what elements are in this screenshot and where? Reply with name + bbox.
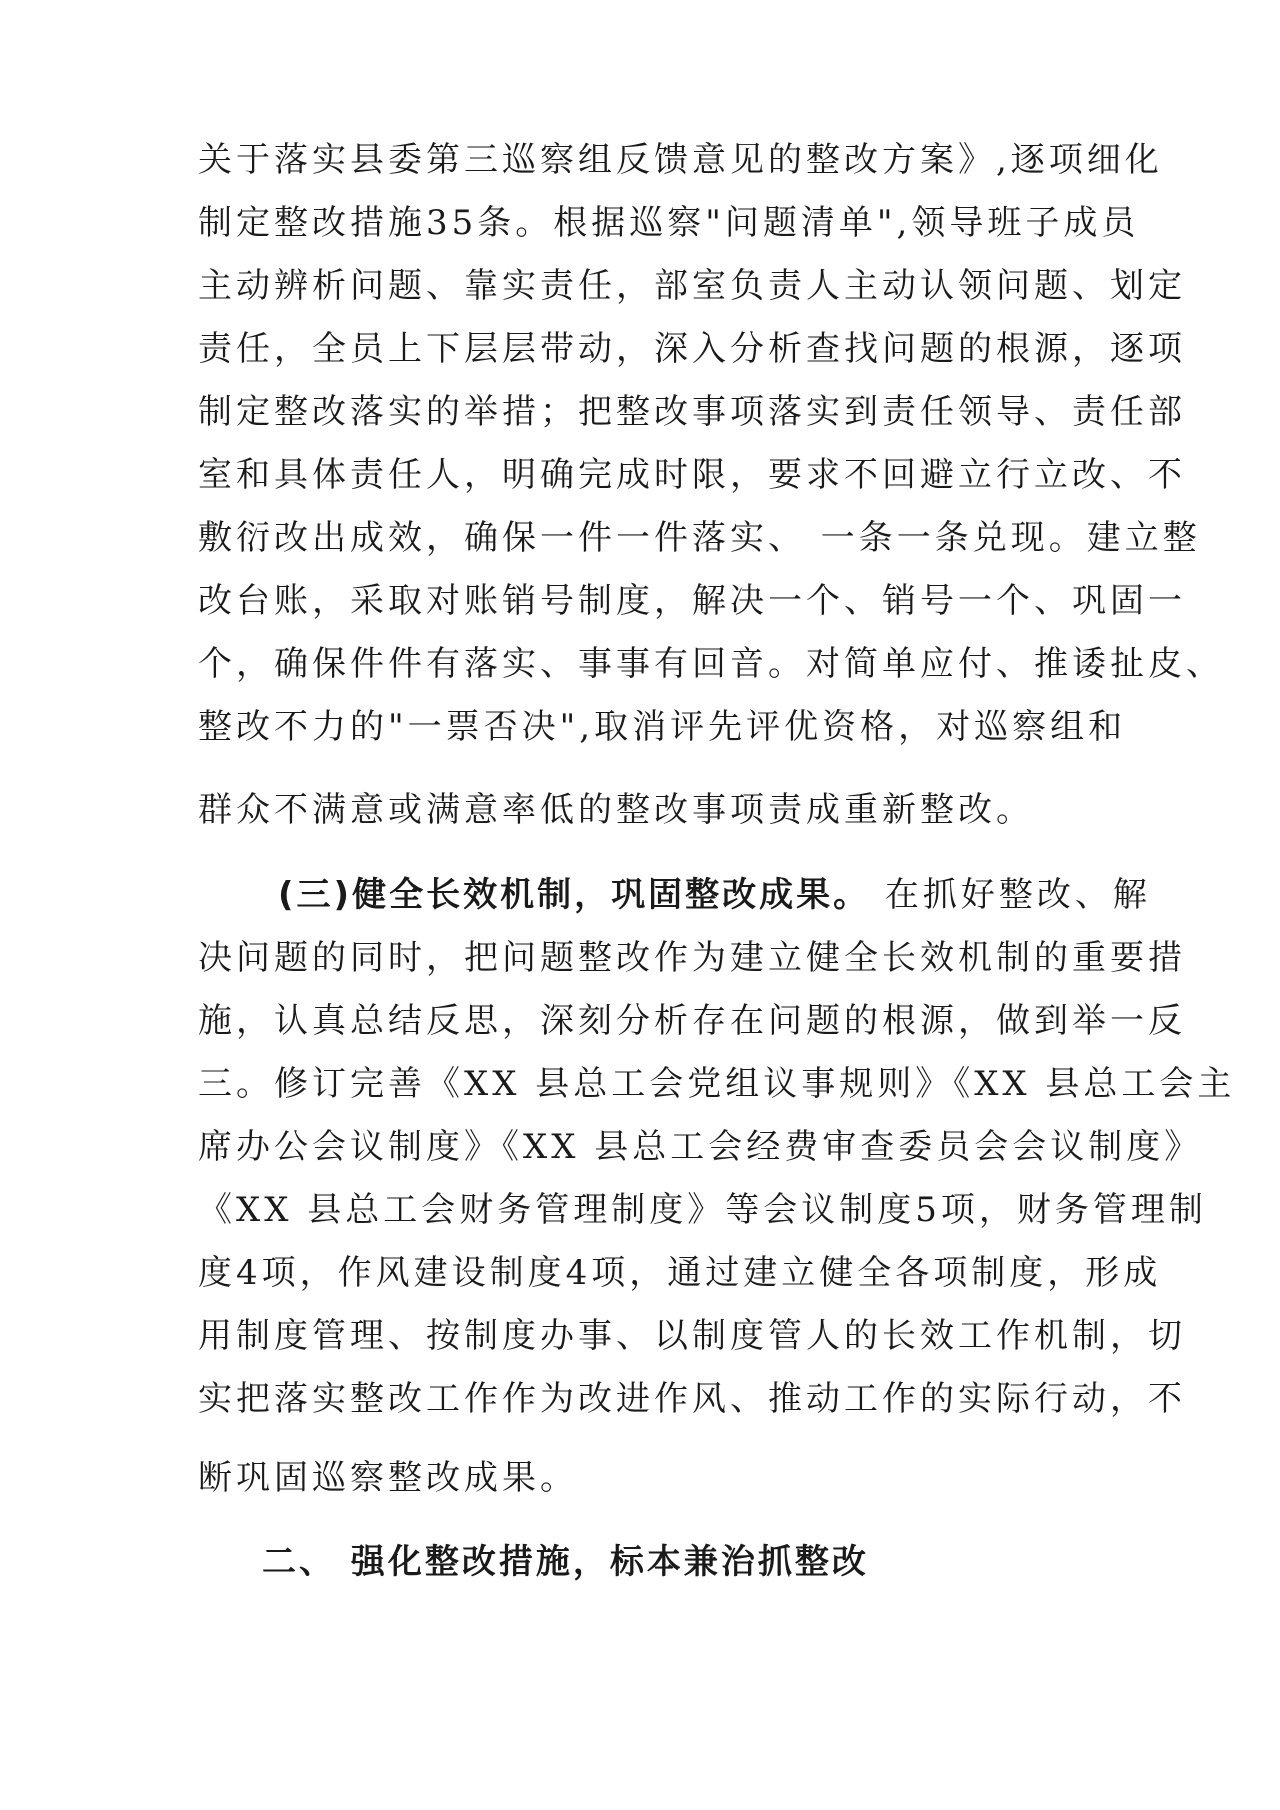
paragraph-line: 室和具体责任人，明确完成时限，要求不回避立行立改、不: [198, 455, 1186, 495]
paragraph-line: 关于落实县委第三巡察组反馈意见的整改方案》,逐项细化: [198, 140, 1163, 180]
paragraph-line: 实把落实整改工作作为改进作风、推动工作的实际行动，不: [198, 1379, 1186, 1419]
paragraph-line: 制定整改措施35条。根据巡察"问题清单",领导班子成员: [198, 203, 1140, 243]
paragraph-line: 施，认真总结反思，深刻分析存在问题的根源，做到举一反: [198, 1001, 1186, 1041]
paragraph-line: 群众不满意或满意率低的整改事项责成重新整改。: [198, 790, 1034, 830]
paragraph-line: 主动辨析问题、靠实责任，部室负责人主动认领问题、划定: [198, 266, 1186, 306]
paragraph-line: 度4项，作风建设制度4项，通过建立健全各项制度，形成: [198, 1253, 1162, 1293]
paragraph-line: 敷衍改出成效，确保一件一件落实、 一条一条兑现。建立整: [198, 518, 1201, 558]
paragraph-line: 席办公会议制度》《XX 县总工会经费审查委员会会议制度》: [198, 1127, 1203, 1167]
paragraph-line: 责任，全员上下层层带动，深入分析查找问题的根源，逐项: [198, 329, 1186, 369]
paragraph-line: 个，确保件件有落实、事事有回音。对简单应付、推诿扯皮、: [198, 644, 1224, 684]
paragraph-line: 改台账，采取对账销号制度，解决一个、销号一个、巩固一: [198, 581, 1186, 621]
paragraph-line: 《XX 县总工会财务管理制度》等会议制度5项，财务管理制: [198, 1190, 1207, 1230]
subsection-heading: (三)健全长效机制，巩固整改成果。: [278, 875, 871, 915]
paragraph-line: 决问题的同时，把问题整改作为建立健全长效机制的重要措: [198, 938, 1186, 978]
subsection-first-line: [278, 875, 1151, 915]
section-heading: 二、 强化整改措施，标本兼治抓整改: [262, 1542, 869, 1582]
paragraph-line: 制定整改落实的举措；把整改事项落实到责任领导、责任部: [198, 392, 1186, 432]
paragraph-line-rest: 在抓好整改、解: [870, 875, 1151, 915]
paragraph-line: 用制度管理、按制度办事、以制度管人的长效工作机制，切: [198, 1316, 1186, 1356]
paragraph-line: 三。修订完善《XX 县总工会党组议事规则》《XX 县总工会主: [198, 1064, 1236, 1104]
paragraph-line: 断巩固巡察整改成果。: [198, 1458, 578, 1498]
paragraph-line: 整改不力的"一票否决",取消评先评优资格，对巡察组和: [198, 707, 1127, 747]
